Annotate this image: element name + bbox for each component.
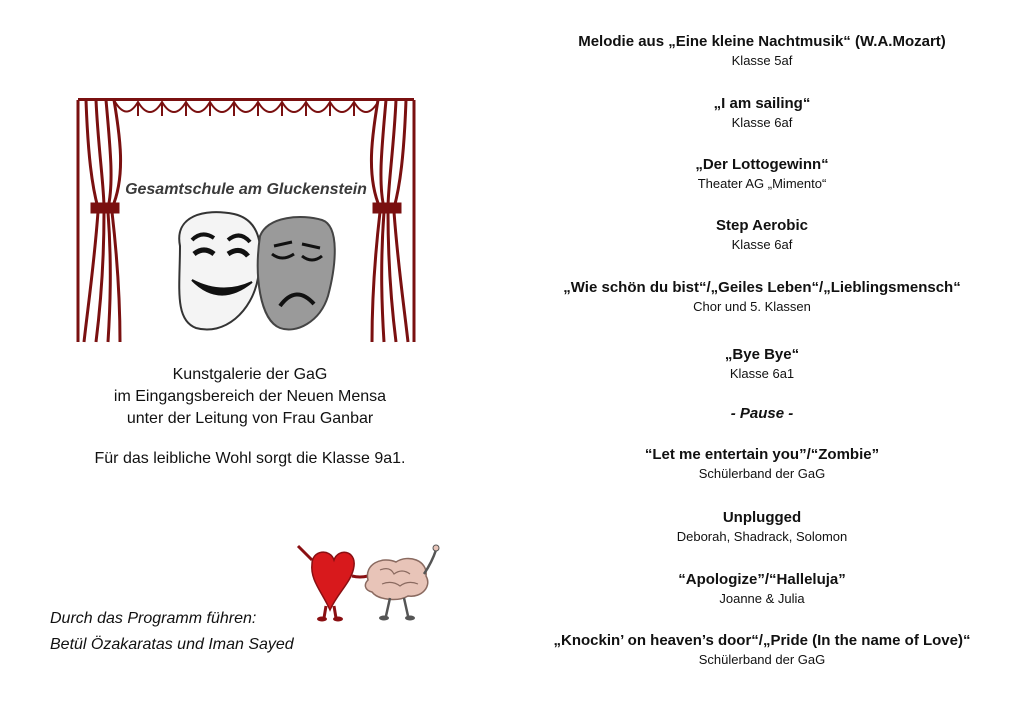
- spacer: [40, 430, 460, 448]
- act-performer: Klasse 6af: [731, 115, 793, 130]
- act-performer: Schülerband der GaG: [698, 466, 826, 481]
- act-title: Melodie aus „Eine kleine Nachtmusik“ (W.A.Mozart): [578, 33, 946, 50]
- school-name: Gesamtschule am Gluckenstein: [125, 181, 367, 198]
- gallery-title: Kunstgalerie der GaG: [172, 366, 328, 383]
- act-title: „Wie schön du bist“/„Geiles Leben“/„Lieblingsmensch“: [563, 279, 961, 296]
- theater-stage-illustration: [74, 96, 418, 346]
- gallery-location: im Eingangsbereich der Neuen Mensa: [113, 388, 387, 405]
- hosts-heading: Durch das Programm führen:: [50, 610, 257, 627]
- program-item: [500, 155, 1024, 193]
- act-performer: Chor und 5. Klassen: [693, 299, 811, 314]
- act-title: Step Aerobic: [716, 217, 808, 234]
- program-item: [500, 345, 1024, 383]
- catering-note: Für das leibliche Wohl sorgt die Klasse 9a1.: [94, 450, 406, 467]
- act-title: „Der Lottogewinn“: [695, 156, 829, 173]
- pause-label: - Pause -: [730, 405, 794, 422]
- program-item: [500, 631, 1024, 669]
- act-title: “Let me entertain you”/“Zombie”: [644, 446, 880, 463]
- tragedy-mask-icon: [258, 217, 335, 329]
- act-performer: Theater AG „Mimento“: [697, 176, 827, 191]
- program-item: [500, 216, 1024, 254]
- left-curtain: [78, 100, 121, 342]
- program-item: [500, 278, 1024, 316]
- curtain-valance: [114, 100, 378, 116]
- act-title: „Bye Bye“: [724, 346, 800, 363]
- program-item: [500, 508, 1024, 546]
- program-item: [500, 32, 1024, 70]
- curtain-rod: [78, 98, 414, 101]
- right-curtain: [371, 100, 414, 342]
- act-performer: Joanne & Julia: [719, 591, 805, 606]
- act-performer: Schülerband der GaG: [698, 652, 826, 667]
- act-performer: Klasse 6a1: [729, 366, 795, 381]
- hosts-block: [50, 606, 380, 658]
- comedy-mask-icon: [179, 212, 260, 329]
- program-item: [500, 570, 1024, 608]
- act-title: „Knockin’ on heaven’s door“/„Pride (In the name of Love)“: [553, 632, 971, 649]
- act-title: “Apologize”/“Halleluja”: [678, 571, 846, 588]
- left-panel: [0, 0, 500, 724]
- act-title: „I am sailing“: [713, 95, 811, 112]
- program-item: [500, 445, 1024, 483]
- program-panel: [500, 0, 1024, 724]
- program-item: [500, 94, 1024, 132]
- gallery-supervisor: unter der Leitung von Frau Ganbar: [126, 410, 374, 427]
- act-title: Unplugged: [722, 509, 802, 526]
- act-performer: Klasse 6af: [731, 237, 793, 252]
- act-performer: Deborah, Shadrack, Solomon: [676, 529, 848, 544]
- act-performer: Klasse 5af: [731, 53, 793, 68]
- art-gallery-info: [40, 364, 460, 470]
- hosts-names: Betül Özakaratas und Iman Sayed: [50, 636, 294, 653]
